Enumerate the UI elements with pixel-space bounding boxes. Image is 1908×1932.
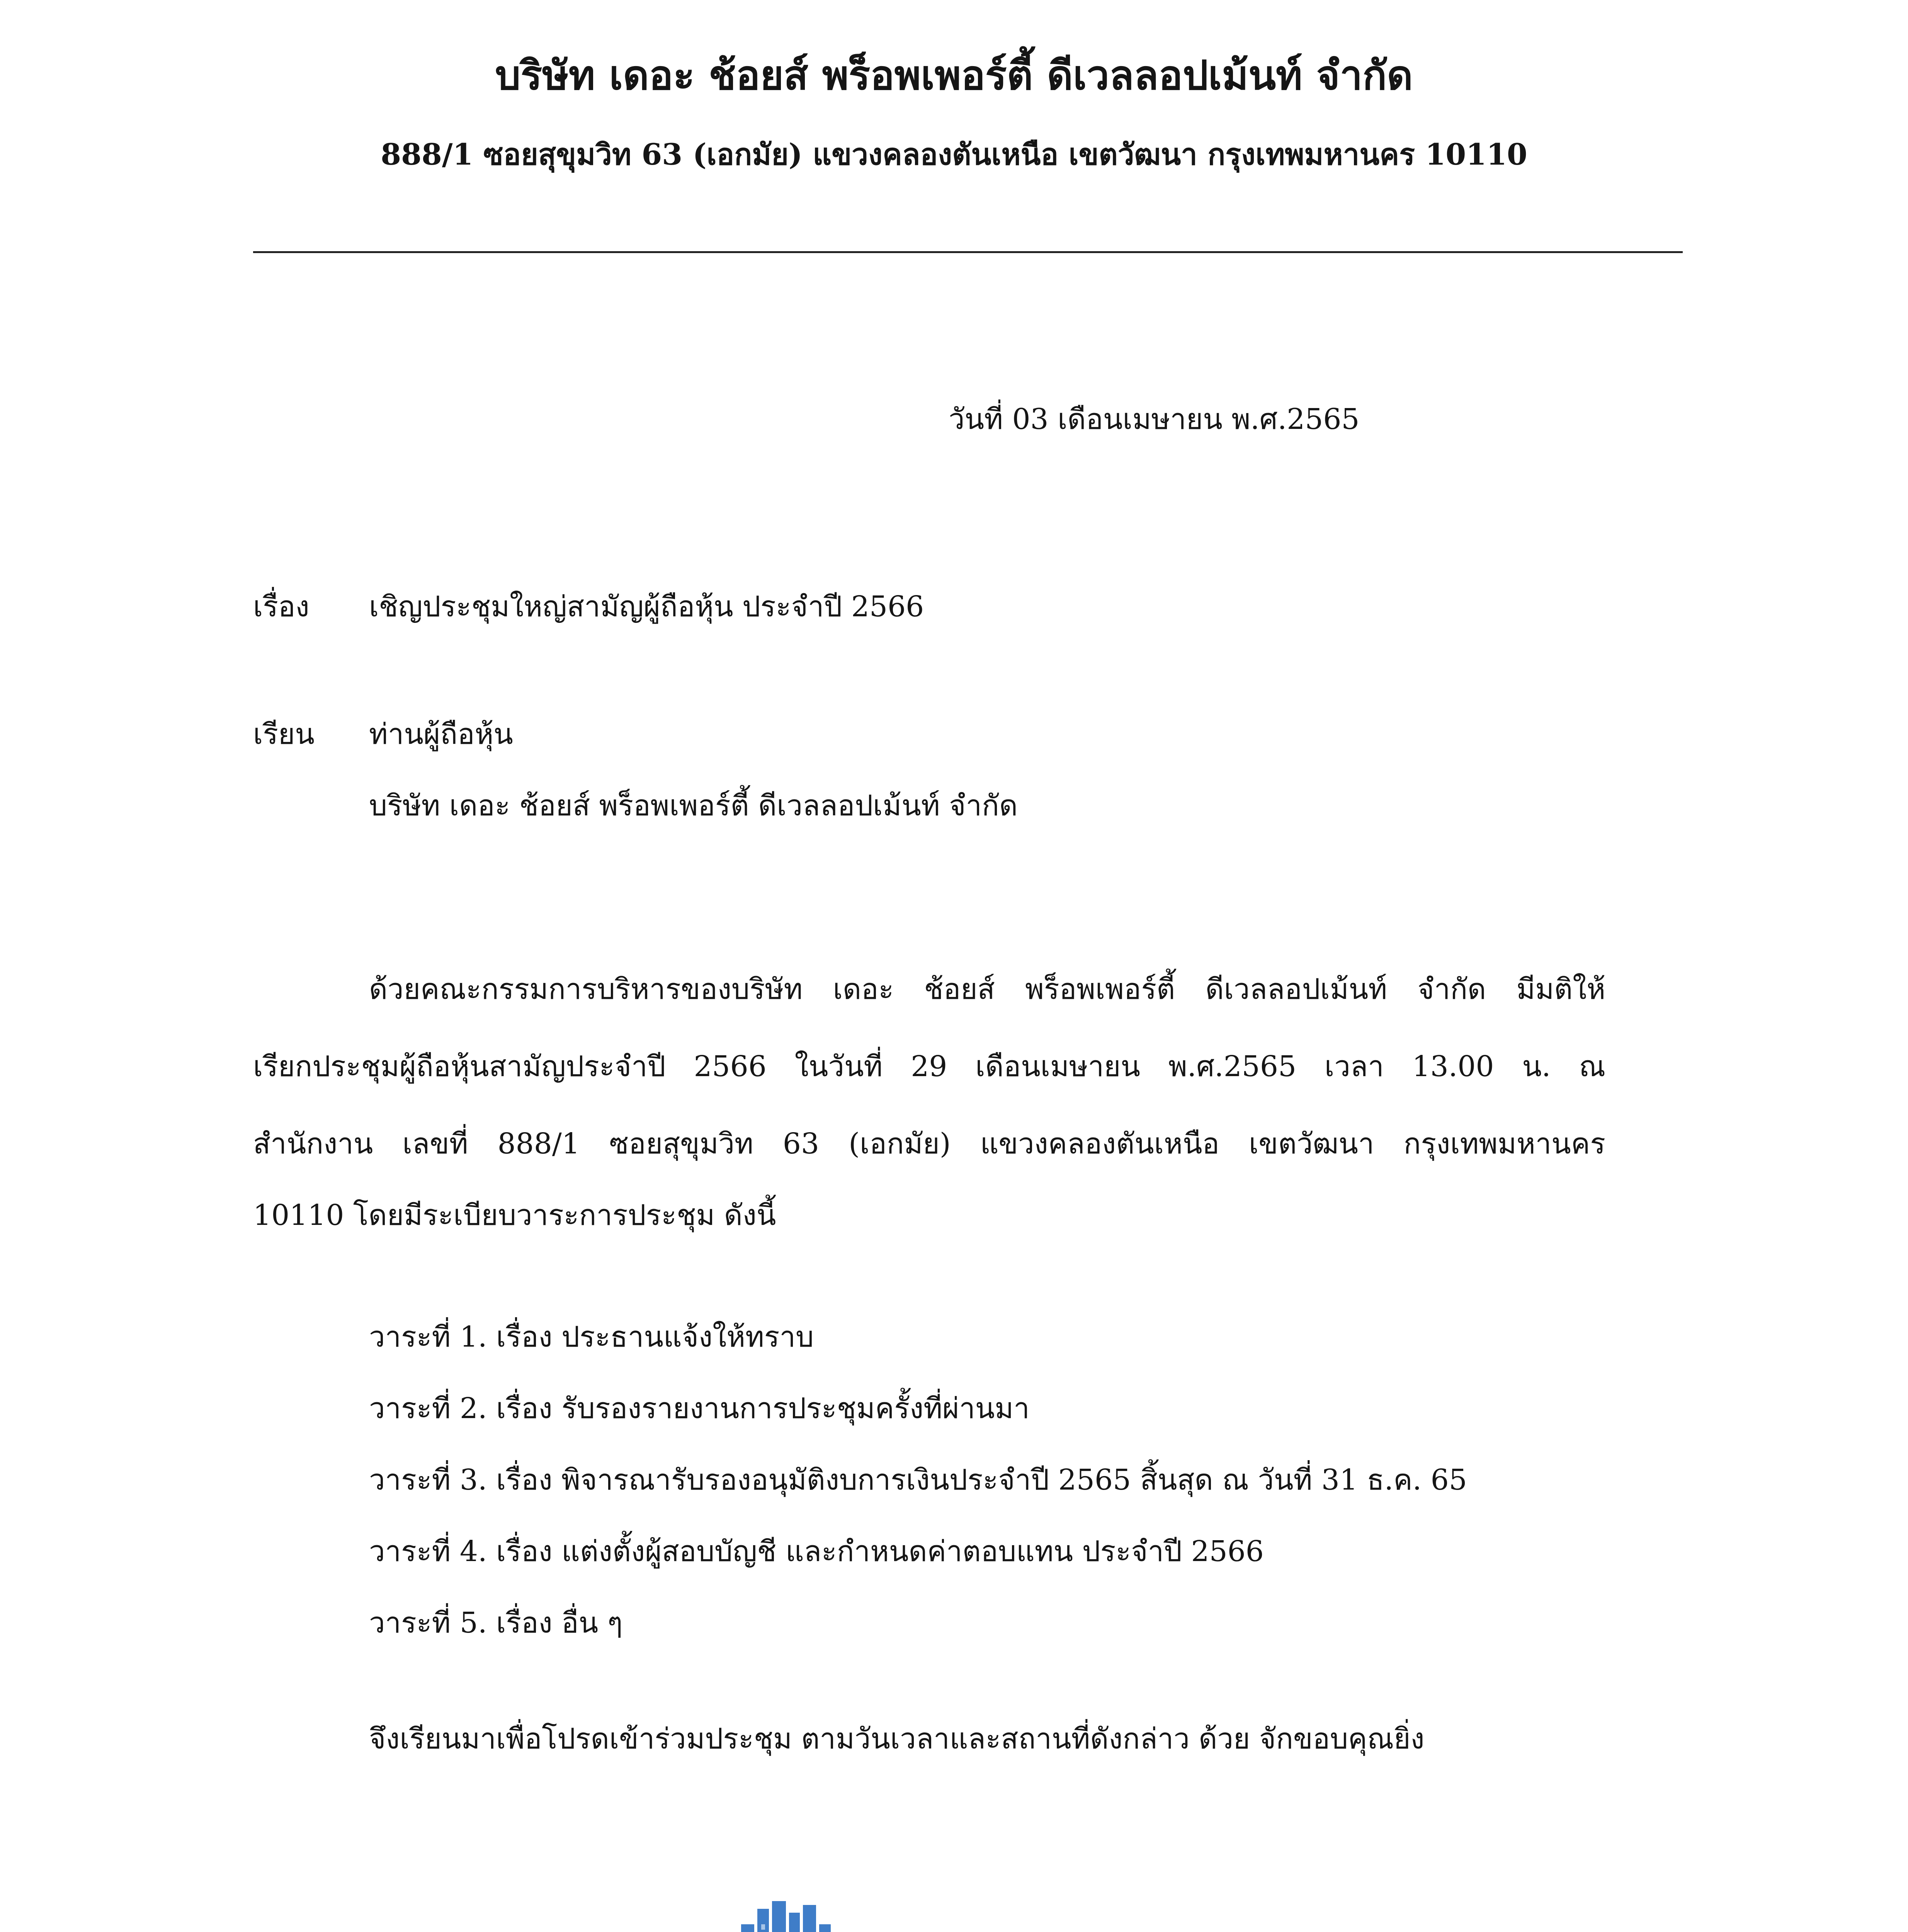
body-paragraph-line: ด้วยคณะกรรมการบริหารของบริษัท เดอะ ช้อยส์ พร็อพเพอร์ตี้ ดีเวลลอปเม้นท์ จำกัด มีมติให้ xyxy=(369,973,1606,1006)
agenda-item: วาระที่ 2. เรื่อง รับรองรายงานการประชุมครั้งที่ผ่านมา xyxy=(369,1392,1030,1425)
company-address: 888/1 ซอยสุขุมวิท 63 (เอกมัย) แขวงคลองตันเหนือ เขตวัฒนา กรุงเทพมหานคร 10110 xyxy=(381,137,1527,172)
recipient-line-2: บริษัท เดอะ ช้อยส์ พร็อพเพอร์ตี้ ดีเวลลอปเม้นท์ จำกัด xyxy=(369,789,1018,822)
agenda-item: วาระที่ 3. เรื่อง พิจารณารับรองอนุมัติงบการเงินประจำปี 2565 สิ้นสุด ณ วันที่ 31 ธ.ค. 65 xyxy=(369,1463,1467,1497)
recipient-label: เรียน xyxy=(253,718,315,751)
body-paragraph-line: 10110 โดยมีระเบียบวาระการประชุม ดังนี้ xyxy=(253,1199,776,1232)
company-logo-mark xyxy=(723,1901,854,1932)
agenda-item: วาระที่ 1. เรื่อง ประธานแจ้งให้ทราบ xyxy=(369,1320,814,1354)
subject-text: เชิญประชุมใหญ่สามัญผู้ถือหุ้น ประจำปี 2566 xyxy=(369,590,924,623)
recipient-line-1: ท่านผู้ถือหุ้น xyxy=(369,718,513,751)
subject-label: เรื่อง xyxy=(253,590,309,623)
closing-sentence: จึงเรียนมาเพื่อโปรดเข้าร่วมประชุม ตามวันเวลาและสถานที่ดังกล่าว ด้วย จักขอบคุณยิ่ง xyxy=(369,1722,1425,1755)
header-divider xyxy=(253,251,1683,253)
letter-date: วันที่ 03 เดือนเมษายน พ.ศ.2565 xyxy=(949,403,1360,436)
company-name: บริษัท เดอะ ช้อยส์ พร็อพเพอร์ตี้ ดีเวลลอปเม้นท์ จำกัด xyxy=(495,51,1413,99)
body-paragraph-line: เรียกประชุมผู้ถือหุ้นสามัญประจำปี 2566 ในวันที่ 29 เดือนเมษายน พ.ศ.2565 เวลา 13.00 น. ณ xyxy=(253,1050,1605,1083)
agenda-item: วาระที่ 4. เรื่อง แต่งตั้งผู้สอบบัญชี และกำหนดค่าตอบแทน ประจำปี 2566 xyxy=(369,1535,1264,1568)
agenda-item: วาระที่ 5. เรื่อง อื่น ๆ xyxy=(369,1606,623,1639)
body-paragraph-line: สำนักงาน เลขที่ 888/1 ซอยสุขุมวิท 63 (เอกมัย) แขวงคลองตันเหนือ เขตวัฒนา กรุงเทพมหานคร xyxy=(253,1127,1605,1160)
